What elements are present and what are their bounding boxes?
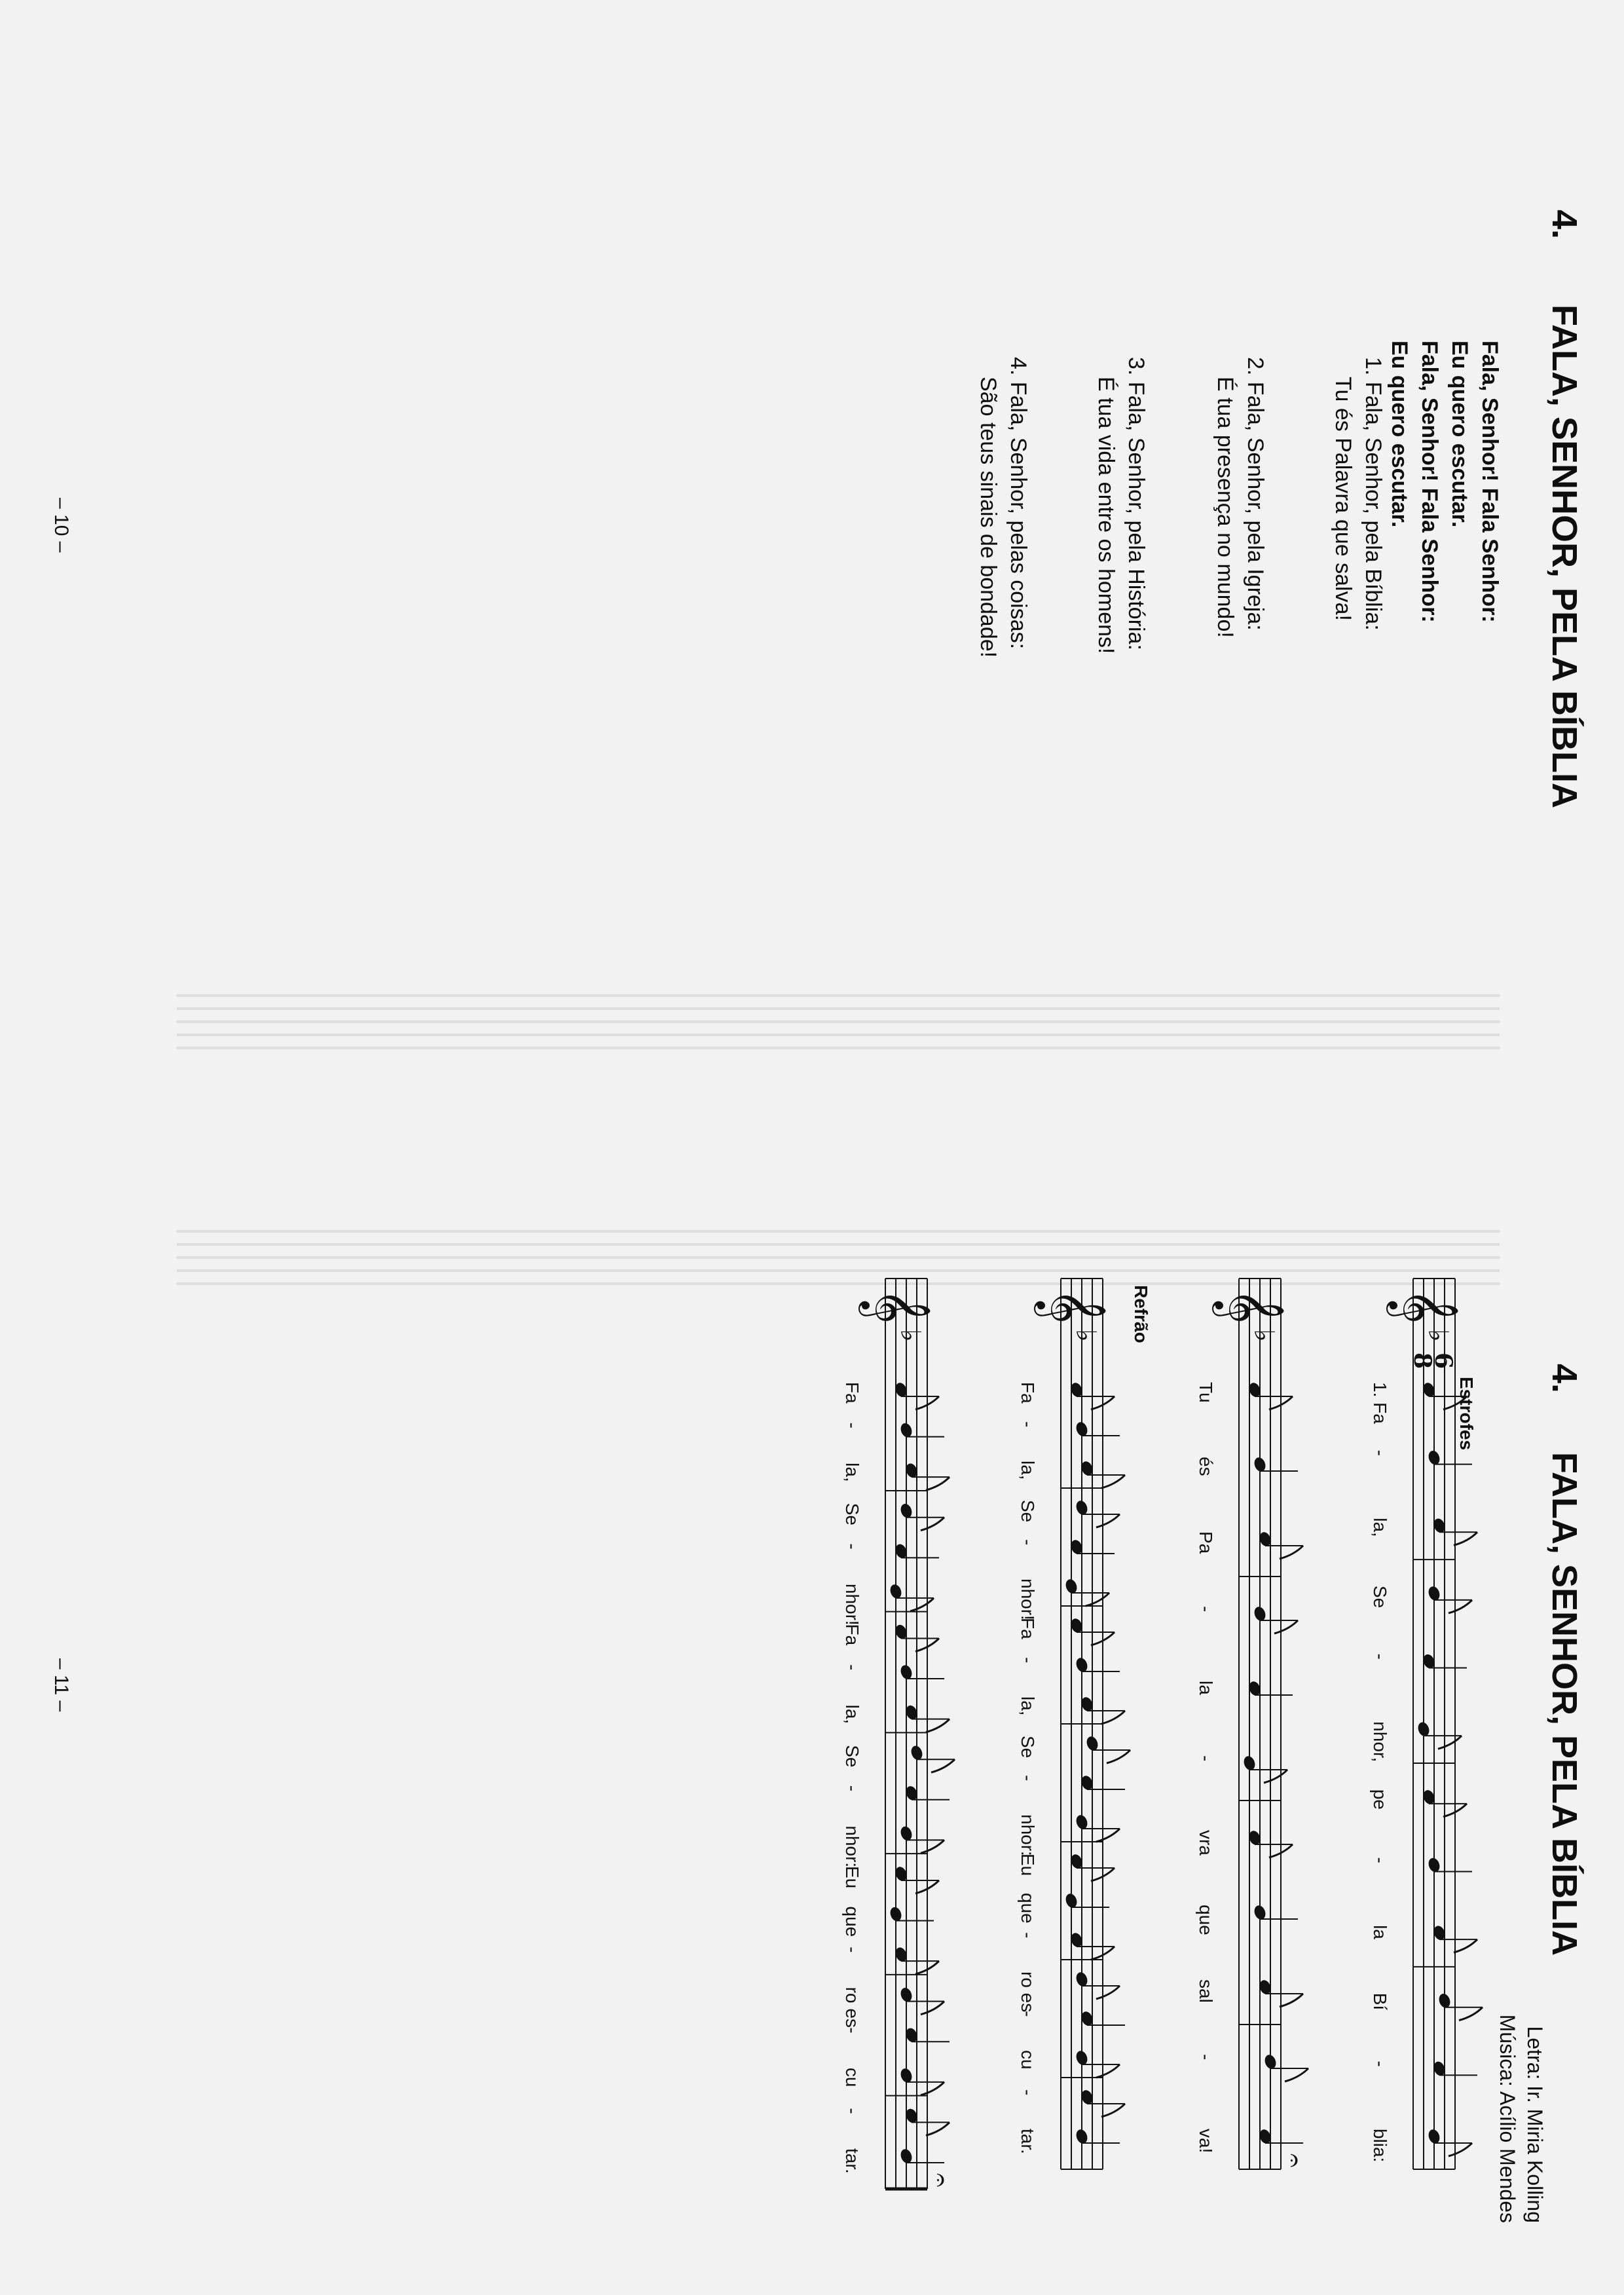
treble-clef: 𝄞 [862, 1288, 932, 1324]
refrain-block [1384, 341, 1505, 623]
lyric-syllable: ro es [842, 1987, 862, 2028]
page-number-left: – 10 – [50, 498, 72, 553]
lyric-syllable: - [1370, 1449, 1390, 1456]
stanza-line: 3. Fala, Senhor, pela História: [1124, 357, 1149, 650]
note-flag [1101, 1711, 1125, 1724]
song-number: 4. [1545, 1364, 1584, 1394]
lyric-syllable: tar. [842, 2148, 862, 2174]
lyric-syllable: nhor: [1018, 1814, 1038, 1856]
note-flag [921, 1518, 944, 1531]
lyric-syllable: - [842, 2027, 862, 2034]
refrain-line: Fala, Senhor! Fala Senhor: [1477, 341, 1502, 623]
lyric-syllable: - [1018, 1539, 1038, 1546]
lyric-syllable: Fa [842, 1382, 862, 1404]
lyric-syllable: que [1018, 1893, 1038, 1924]
note-flag [1280, 1994, 1303, 2007]
refrain-line: Fala, Senhor! Fala Senhor: [1417, 341, 1442, 623]
note-flag [1096, 1514, 1120, 1527]
stanza-1 [1328, 357, 1388, 631]
right-page [0, 1148, 1624, 2295]
lyric-syllable: Tu [1196, 1382, 1216, 1403]
lyric-syllable: Fa [1018, 1618, 1038, 1639]
key-flat: ♭ [1422, 1329, 1454, 1342]
section-verses: Estrofes [1456, 1377, 1477, 1451]
lyric-syllable: va! [1196, 2129, 1216, 2154]
music-score [0, 1148, 1624, 2295]
lyric-syllable: Se [1018, 1500, 1038, 1523]
note-flag [1459, 2007, 1483, 2021]
lyric-syllable: vra [1196, 1830, 1216, 1856]
lyric-syllable: Eu [1018, 1854, 1038, 1876]
time-signature-top: 6 [1430, 1353, 1457, 1370]
song-title: FALA, SENHOR, PELA BÍBLIA [1545, 305, 1584, 809]
lyric-syllable: Fa [1018, 1382, 1038, 1404]
lyric-syllable: - [1018, 2011, 1038, 2017]
lyric-syllable: 1. Fa [1370, 1382, 1390, 1424]
note-flag [1101, 2104, 1125, 2117]
lyric-syllable: - [842, 1664, 862, 1671]
stanza-line: São teus sinais de bondade! [976, 377, 1001, 658]
lyric-syllable: - [1196, 2054, 1216, 2061]
lyric-syllable: - [842, 1785, 862, 1792]
note-flag [1454, 1532, 1477, 1545]
lyric-syllable: Pa [1196, 1531, 1216, 1554]
lyric-syllable: - [842, 1422, 862, 1428]
note-flag [1449, 2143, 1472, 2156]
note-flag [926, 2122, 950, 2135]
lyric-syllable: la [1370, 1925, 1390, 1939]
lyric-syllable: que [842, 1906, 862, 1937]
lyric-syllable: - [1018, 1657, 1038, 1664]
lyric-syllable: Se [1370, 1585, 1390, 1609]
stanza-2 [1210, 357, 1270, 638]
lyric-syllable: Bí [1370, 1992, 1390, 2011]
stanza-line: É tua vida entre os homens! [1094, 377, 1118, 654]
lyric-syllable: - [842, 2108, 862, 2114]
lyric-syllable: - [1196, 1755, 1216, 1762]
key-flat: ♭ [1248, 1329, 1280, 1342]
treble-clef: 𝄞 [1390, 1288, 1460, 1324]
lyric-syllable: Se [842, 1502, 862, 1525]
lyric-syllable: Se [842, 1745, 862, 1768]
lyric-syllable: nhor! [842, 1583, 862, 1626]
stanza-4 [973, 357, 1033, 658]
section-refrain: Refrão [1131, 1285, 1151, 1343]
stanza-line: Tu és Palavra que salva! [1331, 377, 1356, 621]
lyric-syllable: Eu [842, 1865, 862, 1889]
staff-system [842, 1278, 955, 2189]
note-flag [1449, 1600, 1472, 1613]
stanza-line: É tua presença no mundo! [1213, 377, 1238, 638]
note-flag [910, 1598, 934, 1611]
lyric-syllable: - [1370, 1653, 1390, 1660]
song-number: 4. [1545, 210, 1584, 240]
lyric-syllable: - [842, 1543, 862, 1550]
lyric-syllable: - [1196, 1606, 1216, 1613]
refrain-line: Eu quero escutar. [1387, 341, 1412, 528]
note-flag [926, 1477, 950, 1490]
note-flag [1454, 1939, 1477, 1952]
note-flag [1096, 2064, 1120, 2078]
lyric-syllable: blia: [1370, 2129, 1390, 2163]
note-flag [1086, 1593, 1109, 1606]
refrain-line: Eu quero escutar. [1447, 341, 1472, 528]
note-flag [1096, 1986, 1120, 1999]
lyric-syllable: Se [1018, 1736, 1038, 1759]
page-number-right: – 11 – [50, 1658, 72, 1712]
staff-system [1196, 1278, 1309, 2169]
lyric-syllable: és [1196, 1457, 1216, 1476]
lyric-syllable: la, [842, 1704, 862, 1725]
lyric-syllable: - [1018, 1421, 1038, 1428]
note-flag [921, 1840, 944, 1853]
lyric-syllable: la, [1018, 1696, 1038, 1716]
key-flat: ♭ [1070, 1329, 1102, 1342]
lyric-syllable: nhor: [842, 1825, 862, 1868]
lyric-syllable: tar. [1018, 2129, 1038, 2154]
lyric-syllable: - [1370, 1857, 1390, 1863]
lyric-syllable: - [1018, 2089, 1038, 2096]
treble-clef: 𝄞 [1215, 1288, 1285, 1324]
stanza-line: 1. Fala, Senhor, pela Bíblia: [1361, 357, 1386, 631]
fermata: 𝄐 [927, 2173, 955, 2188]
note-flag [926, 1719, 950, 1732]
song-title: FALA, SENHOR, PELA BÍBLIA [1545, 1452, 1584, 1956]
lyric-syllable: la, [1370, 1518, 1390, 1537]
note-flag [1280, 1546, 1303, 1559]
lyric-syllable: - [842, 1947, 862, 1953]
lyric-syllable: nhor, [1370, 1721, 1390, 1763]
time-signature-bottom: 8 [1409, 1353, 1436, 1370]
note-flag [921, 2082, 944, 2095]
lyric-syllable: nhor! [1018, 1578, 1038, 1620]
lyric-syllable: ro es [1018, 1971, 1038, 2013]
note-flag [1438, 1736, 1462, 1749]
note-flag [1264, 1770, 1287, 1783]
lyric-syllable: Fa [842, 1624, 862, 1646]
lyric-syllable: la, [842, 1463, 862, 1482]
treble-clef: 𝄞 [1037, 1288, 1107, 1324]
lyric-syllable: que [1196, 1905, 1216, 1935]
staff-system [1018, 1278, 1130, 2169]
lyric-syllable: - [1018, 1775, 1038, 1782]
note-flag [1107, 1750, 1130, 1763]
note-flag [931, 1759, 955, 1772]
lyric-syllable: sal [1196, 1979, 1216, 2003]
note-flag [921, 2002, 944, 2015]
note-flag [1101, 1475, 1125, 1488]
lyric-syllable: cu [842, 2067, 862, 2087]
fermata: 𝄐 [1280, 2154, 1309, 2168]
credit-lyrics: Letra: Ir. Miria Kolling [1523, 2026, 1547, 2223]
lyric-syllable: - [1370, 2061, 1390, 2067]
stanza-line: 4. Fala, Senhor, pelas coisas: [1006, 357, 1031, 650]
note-flag [1096, 1829, 1120, 1842]
lyric-syllable: la, [1018, 1461, 1038, 1480]
lyric-syllable: cu [1018, 2050, 1038, 2070]
note-flag [1285, 2068, 1308, 2081]
stanza-3 [1091, 357, 1151, 654]
stanza-line: 2. Fala, Senhor, pela Igreja: [1243, 357, 1268, 631]
credit-music: Música: Acílio Mendes [1496, 2014, 1519, 2223]
staff-system [1370, 1278, 1483, 2169]
lyric-syllable: la [1196, 1681, 1216, 1695]
key-flat: ♭ [895, 1329, 927, 1342]
lyric-syllable: - [1018, 1932, 1038, 1939]
note-flag [1274, 1620, 1298, 1633]
lyric-syllable: pe [1370, 1789, 1390, 1810]
